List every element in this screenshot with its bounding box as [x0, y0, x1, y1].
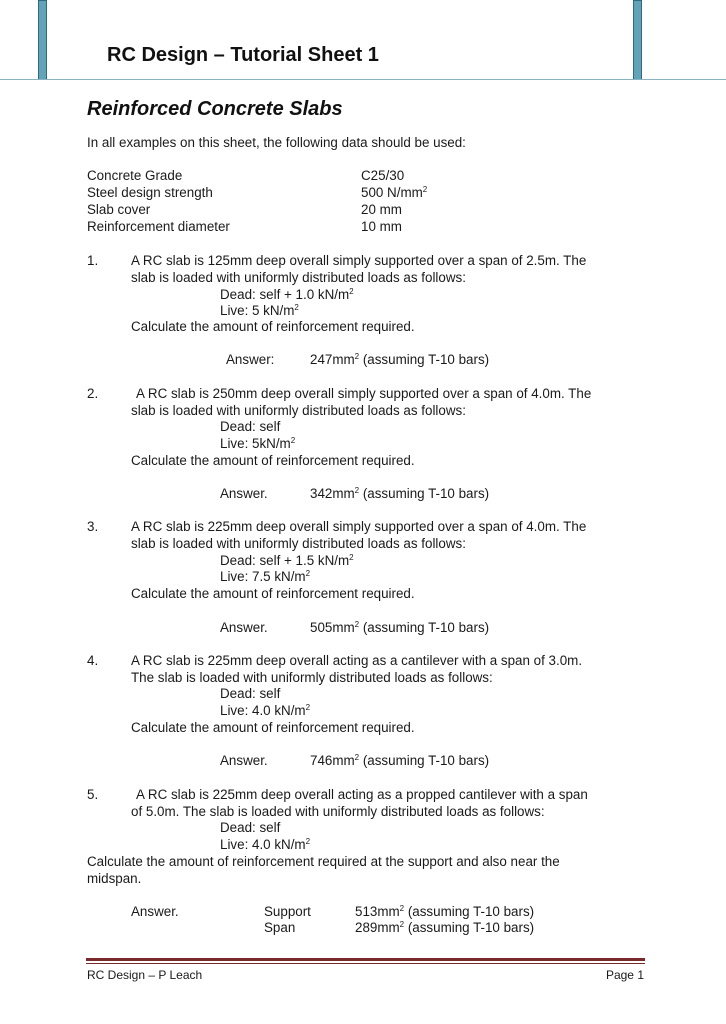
live-load: Live: 5 $kN/m^2$ — [220, 303, 299, 318]
answer-value: $746mm^2$ (assuming T-10 bars) — [310, 753, 490, 768]
param-value: C25/30 — [361, 168, 405, 183]
answer-label: Answer. — [220, 486, 268, 501]
param-value: 20 mm — [361, 202, 402, 217]
question-calc: midspan. — [87, 871, 142, 886]
footer-rule — [86, 963, 645, 964]
answer-label: Answer. — [220, 620, 268, 635]
question-calc: Calculate the amount of reinforcement required. — [131, 453, 415, 468]
document-title: RC Design – Tutorial Sheet 1 — [107, 44, 379, 66]
question-calc: Calculate the amount of reinforcement required. — [131, 586, 415, 601]
question-text: slab is loaded with uniformly distributed loads as follows: — [131, 403, 466, 418]
intro-text: In all examples on this sheet, the following data should be used: — [87, 135, 466, 150]
question-text: slab is loaded with uniformly distributed loads as follows: — [131, 270, 466, 285]
answer-label: Answer: — [226, 352, 275, 367]
question-text: A RC slab is 125mm deep overall simply supported over a span of 2.5m. The — [131, 253, 587, 268]
live-load: Live: $5kN/m^2$ — [220, 436, 296, 451]
param-label: Concrete Grade — [87, 168, 183, 183]
param-label: Slab cover — [87, 202, 151, 217]
header-rule — [0, 79, 726, 80]
question-calc: Calculate the amount of reinforcement required. — [131, 319, 415, 334]
section-title: Reinforced Concrete Slabs — [87, 98, 343, 120]
question-number: 3. — [87, 519, 99, 534]
answer-value: $247mm^2$ (assuming T-10 bars) — [310, 352, 490, 367]
live-load: Live: 4.0 $kN/m^2$ — [220, 837, 311, 852]
answer-sublabel-span: Span — [264, 920, 296, 935]
dead-load: Dead: self + 1.0 $kN/m^2$ — [220, 287, 354, 302]
answer-value: $505mm^2$ (assuming T-10 bars) — [310, 620, 490, 635]
param-label: Reinforcement diameter — [87, 219, 230, 234]
live-load: Live: 7.5 $kN/m^2$ — [220, 569, 311, 584]
param-value: 500 $N/mm^2$ — [361, 185, 428, 200]
dead-load: Dead: self + 1.5 $kN/m^2$ — [220, 553, 354, 568]
dead-load: Dead: self — [220, 419, 281, 434]
question-text: A RC slab is 250mm deep overall simply supported over a span of 4.0m. The — [136, 386, 592, 401]
question-number: 5. — [87, 787, 99, 802]
page-number: Page 1 — [605, 968, 644, 982]
answer-value: $513mm^2$ (assuming T-10 bars) — [355, 904, 535, 919]
question-number: 1. — [87, 253, 99, 268]
live-load: Live: 4.0 $kN/m^2$ — [220, 703, 311, 718]
answer-value: $289mm^2$ (assuming T-10 bars) — [355, 920, 535, 935]
question-text: slab is loaded with uniformly distributed loads as follows: — [131, 536, 466, 551]
question-text: A RC slab is 225mm deep overall acting as a cantilever with a span of 3.0m. — [131, 653, 583, 668]
answer-label: Answer. — [220, 753, 268, 768]
param-value: 10 mm — [361, 219, 402, 234]
footer-rule — [86, 958, 645, 961]
dead-load: Dead: self — [220, 686, 281, 701]
answer-sublabel-support: Support — [264, 904, 311, 919]
answer-value: $342mm^2$ (assuming T-10 bars) — [310, 486, 490, 501]
dead-load: Dead: self — [220, 820, 281, 835]
question-number: 4. — [87, 653, 99, 668]
question-calc: Calculate the amount of reinforcement required at the support and also near the — [87, 854, 560, 869]
question-text: The slab is loaded with uniformly distributed loads as follows: — [131, 670, 493, 685]
question-number: 2. — [87, 386, 99, 401]
header-accent-bar-right — [633, 0, 642, 80]
footer-left: RC Design – P Leach — [87, 968, 203, 982]
question-text: of 5.0m. The slab is loaded with uniformly distributed loads as follows: — [131, 804, 545, 819]
question-text: A RC slab is 225mm deep overall simply supported over a span of 4.0m. The — [131, 519, 587, 534]
param-label: Steel design strength — [87, 185, 213, 200]
question-text: A RC slab is 225mm deep overall acting as a propped cantilever with a span — [136, 787, 588, 802]
answer-label: Answer. — [131, 904, 179, 919]
header-accent-bar-left — [38, 0, 47, 80]
question-calc: Calculate the amount of reinforcement required. — [131, 720, 415, 735]
